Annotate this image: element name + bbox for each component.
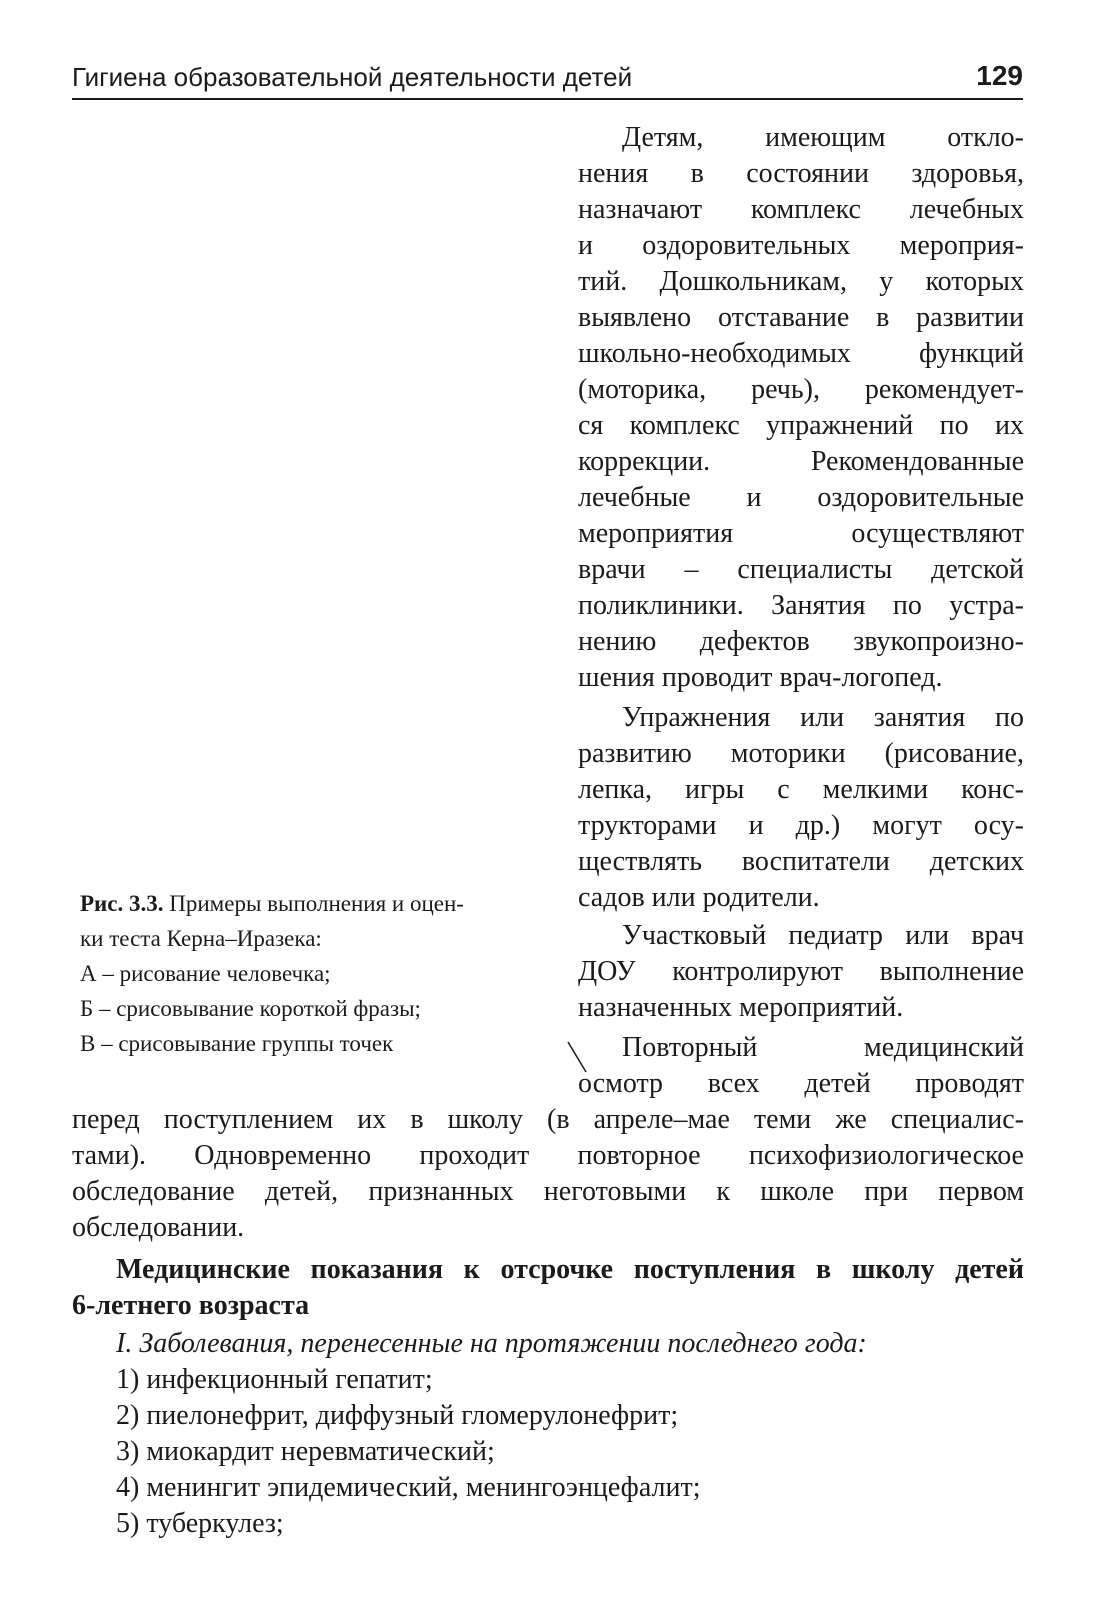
list-item: 2) пиелонефрит, диффузный гломерулонефрит; <box>116 1400 679 1431</box>
text-line: коррекции. Рекомендованные <box>578 446 1024 477</box>
caption-first-line <box>80 886 550 921</box>
text-line: обследовании. <box>72 1212 245 1243</box>
text-line: трукторами и др.) могут осу- <box>578 810 1024 841</box>
caption-line: ки теста Керна–Иразека: <box>80 926 322 951</box>
text-line: осмотр всех детей проводят <box>578 1068 1024 1099</box>
text-line: шения проводит врач-логопед. <box>578 662 943 693</box>
text-line: перед поступлением их в школу (в апреле–мае теми же специалис- <box>72 1104 1024 1135</box>
text-line: Повторный медицинский <box>622 1032 1024 1063</box>
figure-caption <box>80 886 550 1061</box>
text-line: Детям, имеющим откло- <box>622 122 1024 153</box>
text-line: садов или родители. <box>578 882 820 913</box>
list-item: 4) менингит эпидемический, менингоэнцефалит; <box>116 1472 701 1503</box>
heading-line: 6-летнего возраста <box>72 1290 310 1321</box>
text-line: школьно-необходимых функций <box>578 338 1024 369</box>
figure-label: Рис. 3.3. <box>80 891 164 916</box>
text-line: ществлять воспитатели детских <box>578 846 1024 877</box>
text-line: тий. Дошкольникам, у которых <box>578 266 1024 297</box>
text-line: Упражнения или занятия по <box>622 702 1024 733</box>
running-title: Гигиена образовательной деятельности детей <box>72 62 633 92</box>
text-line: лепка, игры с мелкими конс- <box>578 774 1024 805</box>
caption-text: Примеры выполнения и оцен- <box>169 891 464 916</box>
running-header <box>72 60 1023 100</box>
caption-item: А – рисование человечка; <box>80 961 331 986</box>
text-line: тами). Одновременно проходит повторное психофизиологическое <box>72 1140 1024 1171</box>
text-line: обследование детей, признанных неготовыми к школе при первом <box>72 1176 1024 1207</box>
text-line: лечебные и оздоровительные <box>578 482 1024 513</box>
caption-item: В – срисовывание группы точек <box>80 1031 394 1056</box>
text-line: нения в состоянии здоровья, <box>578 158 1024 189</box>
text-line: (моторика, речь), рекомендует- <box>578 374 1024 405</box>
list-item: 1) инфекционный гепатит; <box>116 1364 433 1395</box>
text-line: поликлиники. Занятия по устра- <box>578 590 1024 621</box>
text-line: выявлено отставание в развитии <box>578 302 1024 333</box>
text-line: развитию моторики (рисование, <box>578 738 1024 769</box>
list-item: 3) миокардит неревматический; <box>116 1436 495 1467</box>
text-line: и оздоровительных мероприя- <box>578 230 1024 261</box>
text-line: мероприятия осуществляют <box>578 518 1024 549</box>
heading-line: Медицинские показания к отсрочке поступления в школу детей <box>116 1254 1024 1285</box>
page-number: 129 <box>976 60 1023 91</box>
text-line: Участковый педиатр или врач <box>622 920 1024 951</box>
subheading: I. Заболевания, перенесенные на протяжении последнего года: <box>116 1328 867 1359</box>
text-line: назначают комплекс лечебных <box>578 194 1024 225</box>
caption-item: Б – срисовывание короткой фразы; <box>80 996 421 1021</box>
text-line: нению дефектов звукопроизно- <box>578 626 1024 657</box>
text-line: ся комплекс упражнений по их <box>578 410 1024 441</box>
text-line: ДОУ контролируют выполнение <box>578 956 1024 987</box>
pen-mark <box>566 1038 596 1078</box>
text-line: врачи – специалисты детской <box>578 554 1024 585</box>
list-item: 5) туберкулез; <box>116 1508 284 1539</box>
text-line: назначенных мероприятий. <box>578 992 904 1023</box>
